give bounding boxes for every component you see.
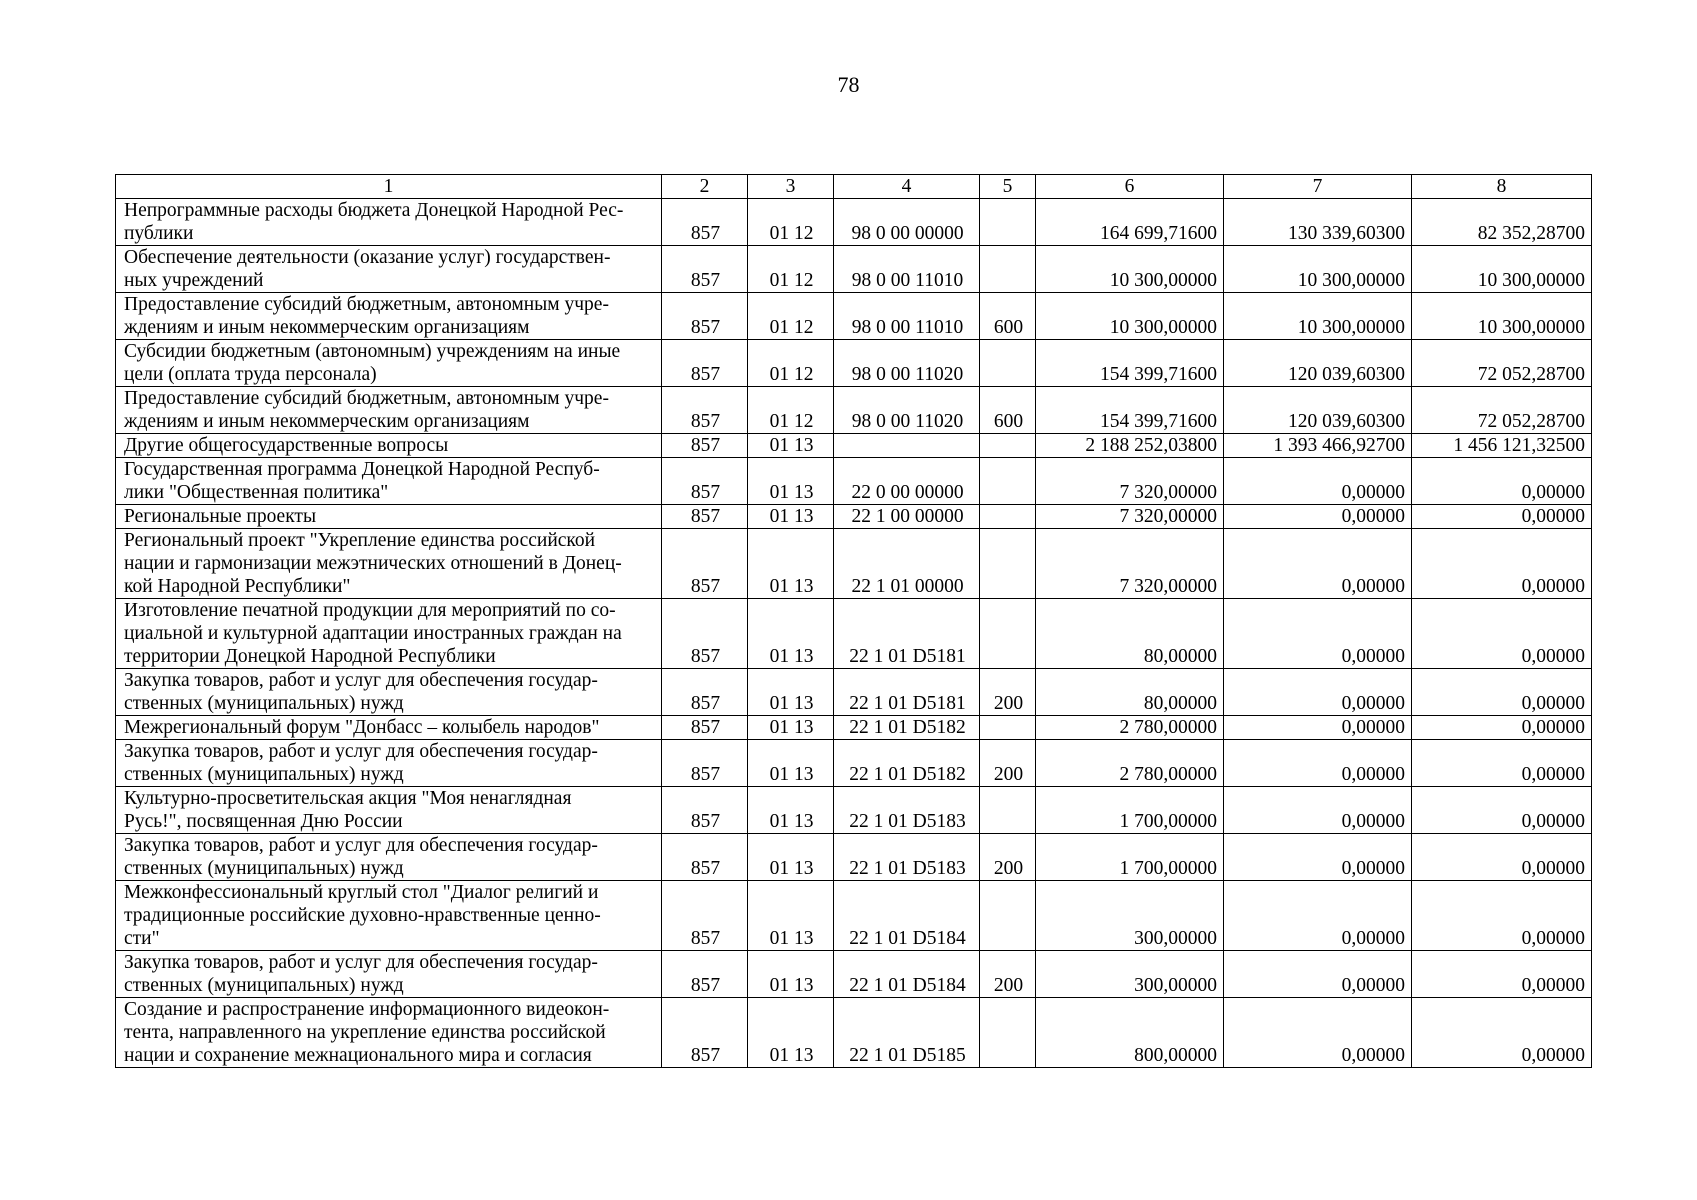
amount-col7-cell: 0,00000 — [1224, 529, 1412, 599]
target-code-cell: 22 0 00 00000 — [834, 458, 980, 505]
row-name-cell: Закупка товаров, работ и услуг для обеспечения государ- ственных (муниципальных) нужд — [116, 834, 662, 881]
section-code-cell: 01 12 — [748, 387, 834, 434]
amount-col6-cell: 7 320,00000 — [1036, 505, 1224, 529]
row-name-cell: Закупка товаров, работ и услуг для обеспечения государ- ственных (муниципальных) нужд — [116, 740, 662, 787]
amount-col8-cell: 0,00000 — [1412, 834, 1592, 881]
amount-col8-cell: 1 456 121,32500 — [1412, 434, 1592, 458]
row-name-cell: Изготовление печатной продукции для мероприятий по со- циальной и культурной адаптации иностранных граждан на территории Донецкой Народной Республики — [116, 599, 662, 669]
amount-col8-cell: 0,00000 — [1412, 669, 1592, 716]
target-code-cell: 22 1 01 00000 — [834, 529, 980, 599]
row-name-cell: Закупка товаров, работ и услуг для обеспечения государ- ственных (муниципальных) нужд — [116, 669, 662, 716]
amount-col6-cell: 10 300,00000 — [1036, 246, 1224, 293]
amount-col7-cell: 0,00000 — [1224, 599, 1412, 669]
admin-code-cell: 857 — [662, 881, 748, 951]
target-code-cell: 22 1 00 00000 — [834, 505, 980, 529]
table-row — [116, 787, 1592, 834]
section-code-cell: 01 12 — [748, 293, 834, 340]
section-code-cell: 01 13 — [748, 529, 834, 599]
admin-code-cell: 857 — [662, 951, 748, 998]
amount-col8-cell: 0,00000 — [1412, 458, 1592, 505]
expense-type-cell — [980, 599, 1036, 669]
expense-type-cell — [980, 787, 1036, 834]
amount-col7-cell: 120 039,60300 — [1224, 340, 1412, 387]
amount-col6-cell: 154 399,71600 — [1036, 340, 1224, 387]
amount-col8-cell: 0,00000 — [1412, 787, 1592, 834]
amount-col7-cell: 130 339,60300 — [1224, 199, 1412, 246]
target-code-cell — [834, 434, 980, 458]
section-code-cell: 01 12 — [748, 340, 834, 387]
amount-col7-cell: 0,00000 — [1224, 998, 1412, 1068]
column-header: 7 — [1224, 175, 1412, 199]
table-row — [116, 881, 1592, 951]
expense-type-cell: 600 — [980, 387, 1036, 434]
amount-col6-cell: 2 188 252,03800 — [1036, 434, 1224, 458]
admin-code-cell: 857 — [662, 387, 748, 434]
amount-col6-cell: 2 780,00000 — [1036, 740, 1224, 787]
target-code-cell: 22 1 01 D5181 — [834, 669, 980, 716]
target-code-cell: 22 1 01 D5184 — [834, 951, 980, 998]
row-name-cell: Региональный проект "Укрепление единства российской нации и гармонизации межэтнических отношений в Донец- кой Народной Республики" — [116, 529, 662, 599]
table-row — [116, 834, 1592, 881]
expense-type-cell — [980, 199, 1036, 246]
table-row — [116, 293, 1592, 340]
amount-col8-cell: 10 300,00000 — [1412, 246, 1592, 293]
column-header: 8 — [1412, 175, 1592, 199]
table-row — [116, 434, 1592, 458]
admin-code-cell: 857 — [662, 787, 748, 834]
amount-col7-cell: 0,00000 — [1224, 834, 1412, 881]
expense-type-cell — [980, 458, 1036, 505]
admin-code-cell: 857 — [662, 505, 748, 529]
target-code-cell: 22 1 01 D5184 — [834, 881, 980, 951]
admin-code-cell: 857 — [662, 599, 748, 669]
expense-type-cell — [980, 881, 1036, 951]
amount-col7-cell: 10 300,00000 — [1224, 246, 1412, 293]
target-code-cell: 22 1 01 D5182 — [834, 740, 980, 787]
column-header: 5 — [980, 175, 1036, 199]
column-header: 6 — [1036, 175, 1224, 199]
table-row — [116, 458, 1592, 505]
target-code-cell: 98 0 00 00000 — [834, 199, 980, 246]
amount-col6-cell: 7 320,00000 — [1036, 458, 1224, 505]
target-code-cell: 98 0 00 11020 — [834, 387, 980, 434]
admin-code-cell: 857 — [662, 434, 748, 458]
admin-code-cell: 857 — [662, 998, 748, 1068]
expense-type-cell — [980, 716, 1036, 740]
row-name-cell: Создание и распространение информационного видеокон- тента, направленного на укрепление единства российской нации и сохранение межнационального мира и согласия — [116, 998, 662, 1068]
amount-col8-cell: 0,00000 — [1412, 599, 1592, 669]
section-code-cell: 01 13 — [748, 458, 834, 505]
table-row — [116, 669, 1592, 716]
expense-type-cell: 200 — [980, 740, 1036, 787]
table-row — [116, 716, 1592, 740]
target-code-cell: 22 1 01 D5181 — [834, 599, 980, 669]
section-code-cell: 01 12 — [748, 246, 834, 293]
expense-type-cell — [980, 505, 1036, 529]
amount-col7-cell: 0,00000 — [1224, 716, 1412, 740]
table-row — [116, 740, 1592, 787]
amount-col7-cell: 10 300,00000 — [1224, 293, 1412, 340]
table-row — [116, 199, 1592, 246]
amount-col8-cell: 0,00000 — [1412, 951, 1592, 998]
row-name-cell: Другие общегосударственные вопросы — [116, 434, 662, 458]
admin-code-cell: 857 — [662, 740, 748, 787]
row-name-cell: Предоставление субсидий бюджетным, автономным учре- ждениям и иным некоммерческим организациям — [116, 293, 662, 340]
amount-col7-cell: 0,00000 — [1224, 669, 1412, 716]
amount-col8-cell: 0,00000 — [1412, 505, 1592, 529]
amount-col7-cell: 0,00000 — [1224, 740, 1412, 787]
amount-col8-cell: 0,00000 — [1412, 529, 1592, 599]
amount-col6-cell: 1 700,00000 — [1036, 787, 1224, 834]
section-code-cell: 01 13 — [748, 787, 834, 834]
expense-type-cell — [980, 998, 1036, 1068]
row-name-cell: Субсидии бюджетным (автономным) учреждениям на иные цели (оплата труда персонала) — [116, 340, 662, 387]
target-code-cell: 98 0 00 11010 — [834, 293, 980, 340]
table-row — [116, 529, 1592, 599]
amount-col7-cell: 0,00000 — [1224, 787, 1412, 834]
expense-type-cell: 600 — [980, 293, 1036, 340]
amount-col7-cell: 0,00000 — [1224, 951, 1412, 998]
row-name-cell: Межконфессиональный круглый стол "Диалог религий и традиционные российские духовно-нравственные ценно- сти" — [116, 881, 662, 951]
section-code-cell: 01 13 — [748, 951, 834, 998]
target-code-cell: 22 1 01 D5183 — [834, 787, 980, 834]
amount-col6-cell: 300,00000 — [1036, 951, 1224, 998]
amount-col6-cell: 164 699,71600 — [1036, 199, 1224, 246]
section-code-cell: 01 13 — [748, 740, 834, 787]
section-code-cell: 01 13 — [748, 834, 834, 881]
expense-type-cell — [980, 434, 1036, 458]
amount-col6-cell: 1 700,00000 — [1036, 834, 1224, 881]
amount-col8-cell: 82 352,28700 — [1412, 199, 1592, 246]
target-code-cell: 22 1 01 D5182 — [834, 716, 980, 740]
table-row — [116, 951, 1592, 998]
table-row — [116, 599, 1592, 669]
amount-col6-cell: 154 399,71600 — [1036, 387, 1224, 434]
amount-col6-cell: 800,00000 — [1036, 998, 1224, 1068]
section-code-cell: 01 13 — [748, 669, 834, 716]
section-code-cell: 01 13 — [748, 505, 834, 529]
target-code-cell: 98 0 00 11020 — [834, 340, 980, 387]
target-code-cell: 22 1 01 D5183 — [834, 834, 980, 881]
expense-type-cell: 200 — [980, 669, 1036, 716]
admin-code-cell: 857 — [662, 246, 748, 293]
amount-col8-cell: 10 300,00000 — [1412, 293, 1592, 340]
table-row — [116, 246, 1592, 293]
amount-col8-cell: 72 052,28700 — [1412, 387, 1592, 434]
row-name-cell: Региональные проекты — [116, 505, 662, 529]
admin-code-cell: 857 — [662, 293, 748, 340]
section-code-cell: 01 12 — [748, 199, 834, 246]
table-row — [116, 505, 1592, 529]
expense-type-cell: 200 — [980, 951, 1036, 998]
row-name-cell: Межрегиональный форум "Донбасс – колыбель народов" — [116, 716, 662, 740]
amount-col8-cell: 0,00000 — [1412, 716, 1592, 740]
amount-col6-cell: 80,00000 — [1036, 669, 1224, 716]
admin-code-cell: 857 — [662, 834, 748, 881]
admin-code-cell: 857 — [662, 458, 748, 505]
budget-table — [115, 174, 1592, 1068]
amount-col7-cell: 120 039,60300 — [1224, 387, 1412, 434]
admin-code-cell: 857 — [662, 199, 748, 246]
expense-type-cell — [980, 340, 1036, 387]
row-name-cell: Закупка товаров, работ и услуг для обеспечения государ- ственных (муниципальных) нужд — [116, 951, 662, 998]
expense-type-cell — [980, 529, 1036, 599]
amount-col6-cell: 10 300,00000 — [1036, 293, 1224, 340]
section-code-cell: 01 13 — [748, 881, 834, 951]
admin-code-cell: 857 — [662, 669, 748, 716]
amount-col6-cell: 300,00000 — [1036, 881, 1224, 951]
amount-col8-cell: 0,00000 — [1412, 881, 1592, 951]
row-name-cell: Непрограммные расходы бюджета Донецкой Народной Рес- публики — [116, 199, 662, 246]
target-code-cell: 98 0 00 11010 — [834, 246, 980, 293]
table-row — [116, 387, 1592, 434]
page-number: 78 — [837, 72, 860, 97]
table-row — [116, 998, 1592, 1068]
admin-code-cell: 857 — [662, 340, 748, 387]
row-name-cell: Обеспечение деятельности (оказание услуг) государствен- ных учреждений — [116, 246, 662, 293]
section-code-cell: 01 13 — [748, 599, 834, 669]
amount-col8-cell: 0,00000 — [1412, 998, 1592, 1068]
amount-col7-cell: 0,00000 — [1224, 458, 1412, 505]
row-name-cell: Государственная программа Донецкой Народной Респуб- лики "Общественная политика" — [116, 458, 662, 505]
section-code-cell: 01 13 — [748, 716, 834, 740]
header-row — [116, 175, 1592, 199]
amount-col6-cell: 2 780,00000 — [1036, 716, 1224, 740]
section-code-cell: 01 13 — [748, 434, 834, 458]
amount-col8-cell: 72 052,28700 — [1412, 340, 1592, 387]
table-row — [116, 340, 1592, 387]
expense-type-cell: 200 — [980, 834, 1036, 881]
admin-code-cell: 857 — [662, 716, 748, 740]
column-header: 2 — [662, 175, 748, 199]
amount-col6-cell: 7 320,00000 — [1036, 529, 1224, 599]
column-header: 4 — [834, 175, 980, 199]
section-code-cell: 01 13 — [748, 998, 834, 1068]
admin-code-cell: 857 — [662, 529, 748, 599]
amount-col8-cell: 0,00000 — [1412, 740, 1592, 787]
column-header: 3 — [748, 175, 834, 199]
row-name-cell: Культурно-просветительская акция "Моя ненаглядная Русь!", посвященная Дню России — [116, 787, 662, 834]
amount-col7-cell: 1 393 466,92700 — [1224, 434, 1412, 458]
amount-col6-cell: 80,00000 — [1036, 599, 1224, 669]
amount-col7-cell: 0,00000 — [1224, 505, 1412, 529]
target-code-cell: 22 1 01 D5185 — [834, 998, 980, 1068]
expense-type-cell — [980, 246, 1036, 293]
column-header: 1 — [116, 175, 662, 199]
row-name-cell: Предоставление субсидий бюджетным, автономным учре- ждениям и иным некоммерческим организациям — [116, 387, 662, 434]
amount-col7-cell: 0,00000 — [1224, 881, 1412, 951]
